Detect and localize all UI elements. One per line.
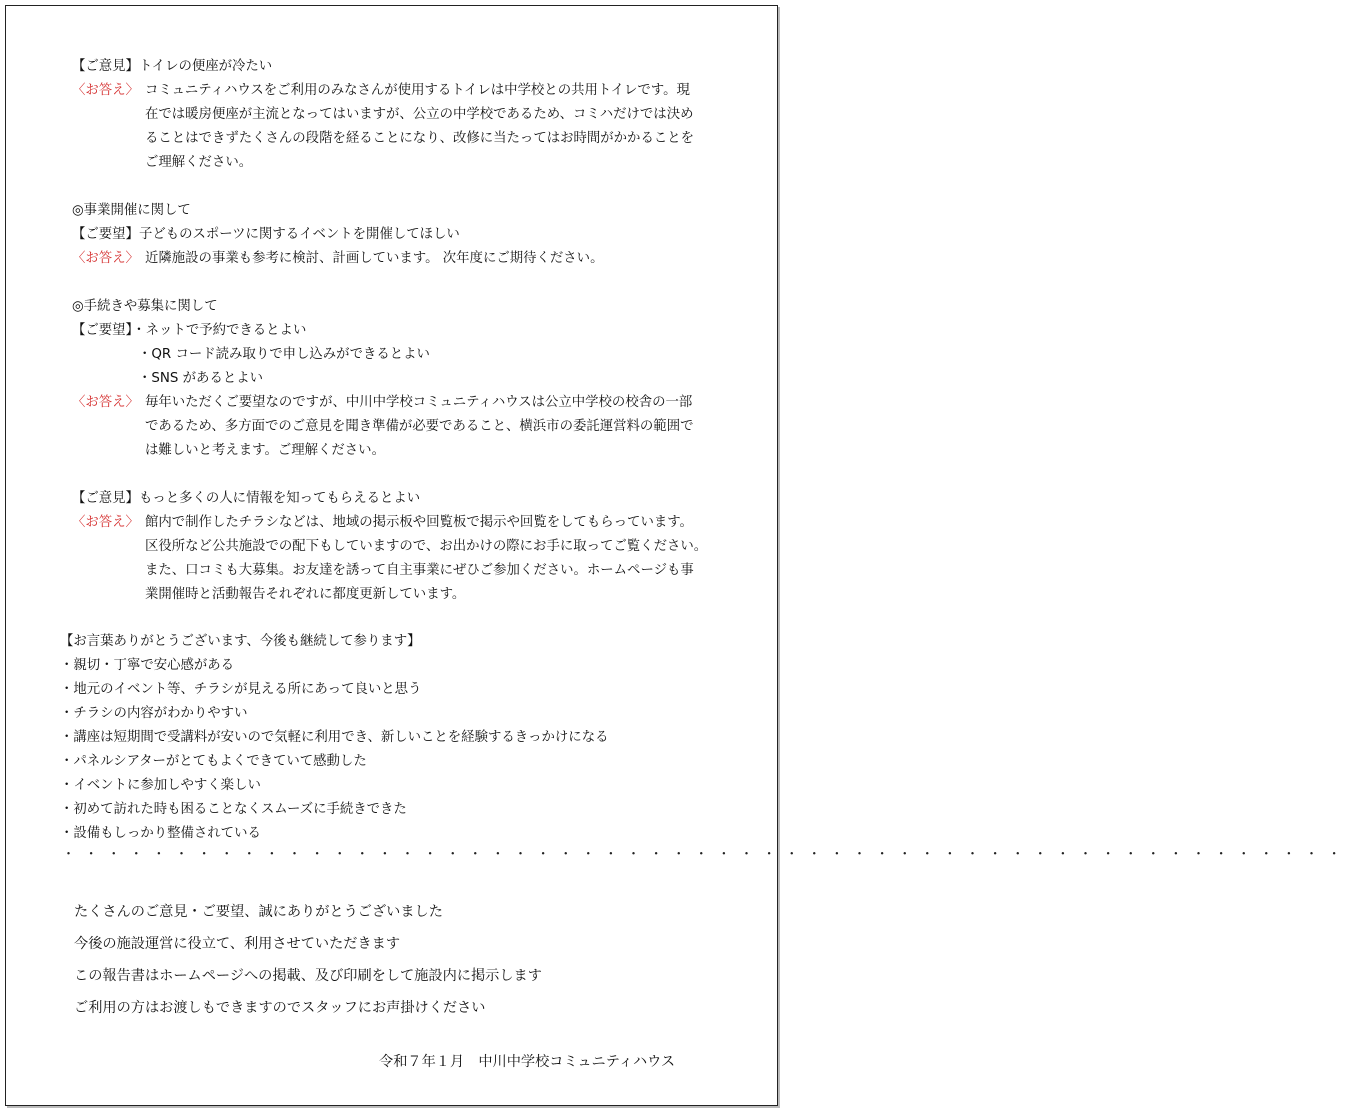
thanks-item: ・初めて訪れた時も困ることなくスムーズに手続きできた bbox=[60, 802, 407, 817]
opinion-text: トイレの便座が冷たい bbox=[138, 59, 273, 74]
answer-label: 〈お答え〉 bbox=[72, 395, 139, 410]
thanks-heading: 【お言葉ありがとうございます、今後も継続して参ります】 bbox=[60, 634, 421, 649]
opinion-4 bbox=[72, 489, 420, 509]
answer-3-line-2: であるため、多方面でのご意見を聞き準備が必要であること、横浜市の委託運営料の範囲で bbox=[145, 419, 694, 434]
thanks-item: ・チラシの内容がわかりやすい bbox=[60, 706, 248, 721]
thanks-item: ・講座は短期間で受講料が安いので気軽に利用でき、新しいことを経験するきっかけになる bbox=[60, 730, 609, 745]
answer-1-line-4: ご理解ください。 bbox=[145, 155, 253, 170]
closing-line-3: この報告書はホームページへの掲載、及び印刷をして施設内に掲示します bbox=[74, 968, 542, 984]
closing-line-1: たくさんのご意見・ご要望、誠にありがとうございました bbox=[74, 904, 443, 920]
thanks-item: ・親切・丁寧で安心感がある bbox=[60, 658, 235, 673]
answer-1-line-3: ることはできずたくさんの段階を経ることになり、改修に当たってはお時間がかかることを bbox=[145, 131, 695, 146]
opinion-label: 【ご意見】 bbox=[72, 59, 139, 74]
thanks-item: ・イベントに参加しやすく楽しい bbox=[60, 778, 261, 793]
opinion-1 bbox=[72, 57, 272, 77]
request-2 bbox=[72, 225, 460, 245]
request-item-3: ・SNS があるとよい bbox=[138, 371, 264, 386]
answer-label: 〈お答え〉 bbox=[72, 251, 139, 266]
answer-4-line-3: また、口コミも大募集。お友達を誘って自主事業にぜひご参加ください。ホームページも事 bbox=[145, 563, 694, 578]
thanks-item: ・地元のイベント等、チラシが見える所にあって良いと思う bbox=[60, 682, 422, 697]
answer-3-line-3: は難しいと考えます。ご理解ください。 bbox=[145, 443, 385, 458]
request-3 bbox=[72, 321, 306, 341]
request-label: 【ご要望】 bbox=[72, 323, 133, 338]
thanks-item: ・設備もしっかり整備されている bbox=[60, 826, 261, 841]
signature: 令和７年１月 中川中学校コミュニティハウス bbox=[379, 1054, 676, 1070]
answer-4-line-1: 館内で制作したチラシなどは、地域の掲示板や回覧板で掲示や回覧をしてもらっています。 bbox=[145, 515, 693, 530]
closing-line-2: 今後の施設運営に役立て、利用させていただきます bbox=[74, 936, 401, 952]
section-heading-events: ◎事業開催に関して bbox=[72, 203, 191, 218]
thanks-item: ・パネルシアターがとてもよくできていて感動した bbox=[60, 754, 367, 769]
opinion-text: もっと多くの人に情報を知ってもらえるとよい bbox=[138, 491, 421, 506]
answer-label: 〈お答え〉 bbox=[72, 515, 139, 530]
request-item-2: ・QR コード読み取りで申し込みができるとよい bbox=[138, 347, 430, 362]
dotted-separator: ・・・・・・・・・・・・・・・・・・・・・・・・・・・・・・・・・・・・・・・・・・・・・・・・・・・・・・・・・ bbox=[62, 847, 1350, 862]
answer-1-line-1: コミュニティハウスをご利用のみなさんが使用するトイレは中学校との共用トイレです。現 bbox=[145, 83, 690, 98]
request-label: 【ご要望】 bbox=[72, 227, 139, 242]
answer-label: 〈お答え〉 bbox=[72, 83, 139, 98]
answer-1-line-2: 在では暖房便座が主流となってはいますが、公立の中学校であるため、コミハだけでは決め bbox=[145, 107, 694, 122]
request-item-1: ・ネットで予約できるとよい bbox=[132, 323, 307, 338]
answer-4-line-4: 業開催時と活動報告それぞれに都度更新しています。 bbox=[145, 587, 466, 602]
opinion-label: 【ご意見】 bbox=[72, 491, 139, 506]
closing-line-4: ご利用の方はお渡しもできますのでスタッフにお声掛けください bbox=[74, 1000, 486, 1016]
answer-3-line-1: 毎年いただくご要望なのですが、中川中学校コミュニティハウスは公立中学校の校舎の一部 bbox=[145, 395, 693, 410]
answer-2-line-1: 近隣施設の事業も参考に検討、計画しています。 次年度にご期待ください。 bbox=[145, 251, 604, 266]
section-heading-procedures: ◎手続きや募集に関して bbox=[72, 299, 218, 314]
answer-4-line-2: 区役所など公共施設での配下もしていますので、お出かけの際にお手に取ってご覧ください。 bbox=[145, 539, 708, 554]
request-text: 子どものスポーツに関するイベントを開催してほしい bbox=[138, 227, 460, 242]
